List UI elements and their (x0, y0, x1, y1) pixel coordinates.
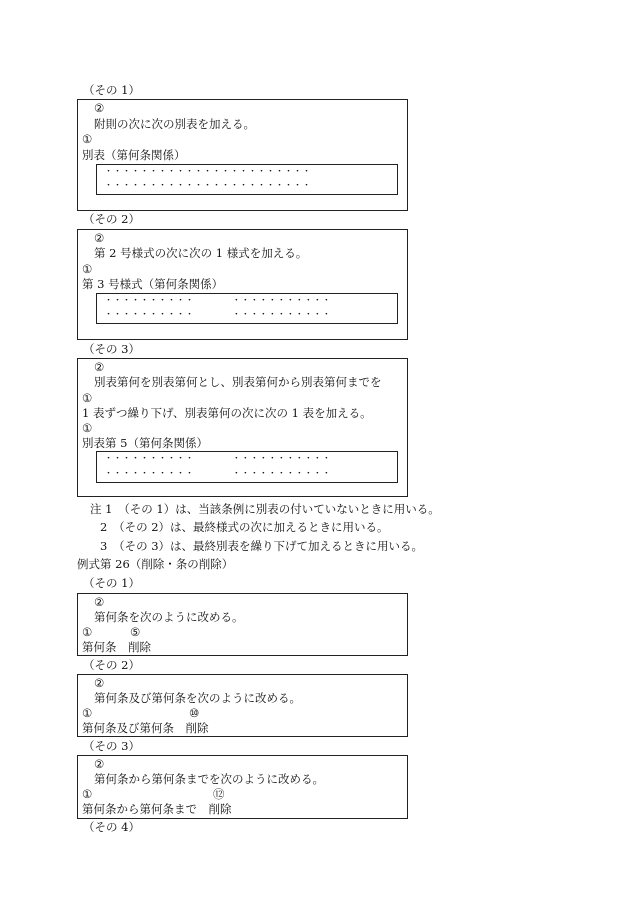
s1-instruction: 附則の次に次の別表を加える。 (94, 117, 255, 131)
note-3: 3 （その 3）は、最終別表を繰り下げて加えるときに用いる。 (100, 539, 424, 553)
s1-table-box (96, 164, 398, 195)
s3-heading: （その 3） (83, 342, 140, 356)
note-1: 注 1 （その 1）は、当該条例に別表の付いていないときに用いる。 (90, 502, 440, 516)
d2-circle-2: ② (94, 676, 105, 690)
s2-dot-row-1: ・・・・・・・・・・ ・・・・・・・・・・・ (104, 296, 331, 306)
d2-circle-1: ① (82, 706, 93, 720)
d3-circle-2: ② (94, 757, 105, 771)
s2-instruction: 第 2 号様式の次に次の 1 様式を加える。 (94, 246, 308, 260)
s2-dot-row-2: ・・・・・・・・・・ ・・・・・・・・・・・ (104, 310, 331, 320)
s3-circle-2: ② (94, 360, 105, 374)
d2-deletion-text: 第何条及び第何条 削除 (82, 721, 209, 735)
s3-table-box (96, 451, 398, 483)
s1-circle-2: ② (94, 101, 105, 115)
s3-circle-1b: ① (82, 421, 93, 435)
s1-table-title: 別表（第何条関係） (82, 148, 186, 162)
s1-dot-row-2: ・・・・・・・・・・・・・・・・・・・・・・・ (104, 181, 312, 191)
s3-instruction-2: 1 表ずつ繰り下げ、別表第何の次に次の 1 表を加える。 (82, 406, 372, 420)
d1-deletion-text: 第何条 削除 (82, 640, 151, 654)
d2-instruction: 第何条及び第何条を次のように改める。 (94, 691, 301, 705)
s2-table-title: 第 3 号様式（第何条関係） (82, 277, 224, 291)
s1-circle-1: ① (82, 132, 93, 146)
d3-circle-12: ⑫ (213, 787, 225, 801)
s1-dot-row-1: ・・・・・・・・・・・・・・・・・・・・・・・ (104, 167, 312, 177)
d3-deletion-text: 第何条から第何条まで 削除 (82, 802, 232, 816)
s3-instruction-1: 別表第何を別表第何とし、別表第何から別表第何までを (94, 375, 382, 389)
s3-circle-1a: ① (82, 391, 93, 405)
note-2: 2 （その 2）は、最終様式の次に加えるときに用いる。 (100, 520, 389, 534)
d1-circle-5: ⑤ (130, 625, 141, 639)
d1-circle-2: ② (94, 595, 105, 609)
d4-heading: （その 4） (83, 820, 140, 834)
s2-circle-2: ② (94, 231, 105, 245)
example-26-heading: 例式第 26（削除・条の削除） (77, 557, 234, 571)
d3-circle-1: ① (82, 787, 93, 801)
s3-table-title: 別表第 5（第何条関係） (82, 436, 208, 450)
s2-heading: （その 2） (83, 212, 140, 226)
d1-instruction: 第何条を次のように改める。 (94, 610, 244, 624)
s2-table-box (96, 293, 398, 324)
s3-dot-row-2: ・・・・・・・・・・ ・・・・・・・・・・・ (104, 469, 331, 479)
d2-heading: （その 2） (83, 658, 140, 672)
s2-circle-1: ① (82, 262, 93, 276)
s3-dot-row-1: ・・・・・・・・・・ ・・・・・・・・・・・ (104, 454, 331, 464)
d2-circle-10: ⑩ (189, 706, 200, 720)
s1-heading: （その 1） (83, 83, 140, 97)
d1-heading: （その 1） (83, 576, 140, 590)
d1-circle-1: ① (82, 625, 93, 639)
d3-instruction: 第何条から第何条までを次のように改める。 (94, 772, 324, 786)
d3-heading: （その 3） (83, 739, 140, 753)
